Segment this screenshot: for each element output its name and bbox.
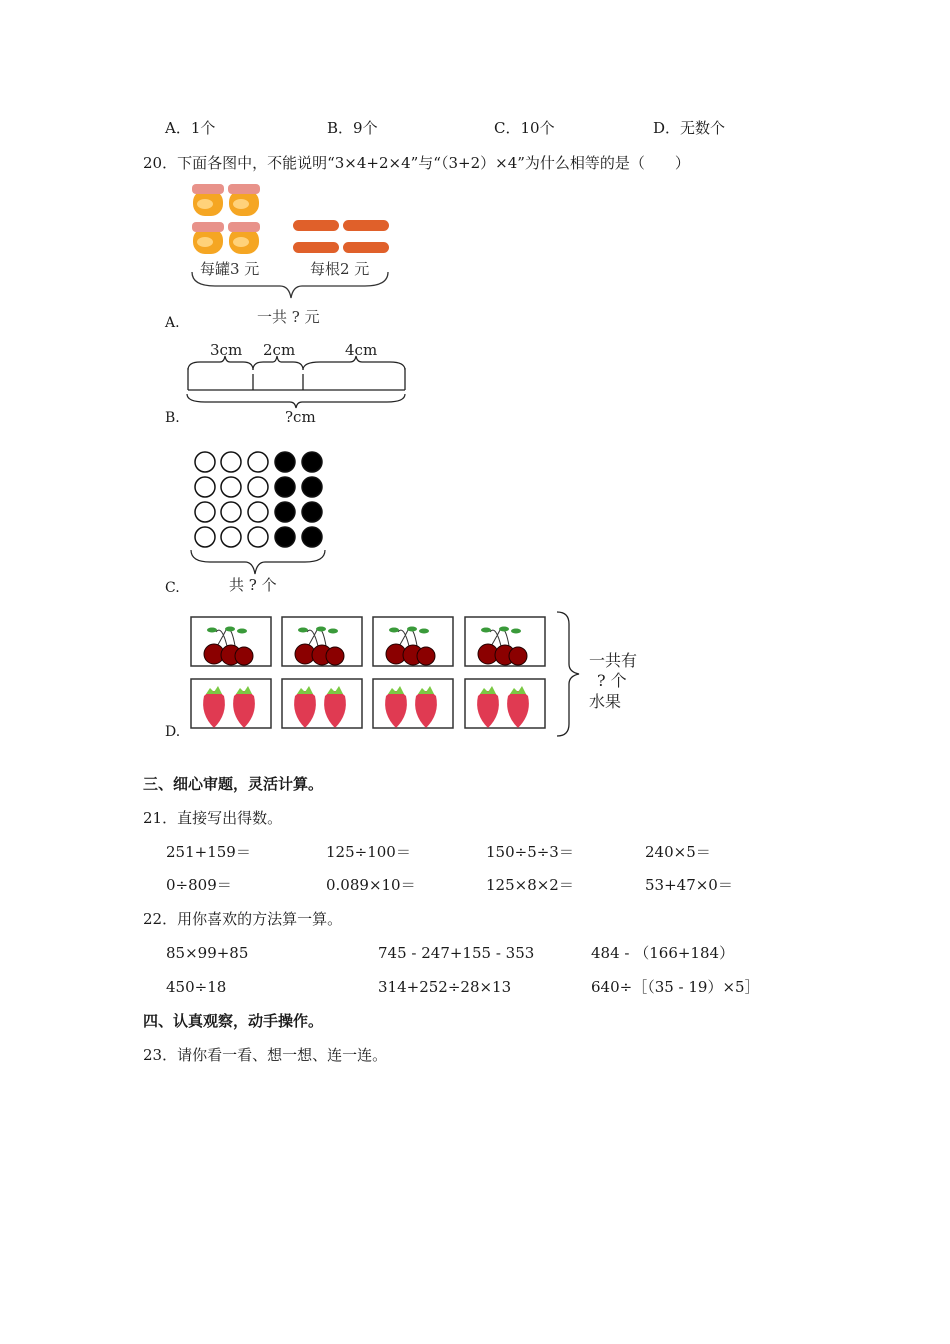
jam-jar-icon [192, 184, 260, 254]
q20-option-d-letter: D. [165, 724, 181, 740]
svg-text:?cm: ?cm [285, 408, 316, 426]
q20-option-b-letter: B. [165, 410, 180, 426]
q21-item: 0.089×10＝ [326, 876, 416, 894]
q22-item: 640÷［（35 - 19）×5］ [591, 978, 760, 996]
svg-text:每罐3 元: 每罐3 元 [200, 260, 260, 278]
line-segment-diagram [185, 338, 410, 428]
q22-item: 450÷18 [166, 978, 227, 996]
sausage-icon [293, 220, 389, 253]
svg-text:一共 ? 元: 一共 ? 元 [257, 308, 320, 326]
q19-option-d: D．无数个 [653, 119, 726, 137]
svg-text:水果: 水果 [589, 692, 622, 711]
q20-option-c-letter: C. [165, 580, 180, 596]
q21-item: 53+47×0＝ [645, 876, 733, 894]
q22-stem: 22．用你喜欢的方法算一算。 [143, 910, 343, 928]
circle-grid-image [185, 448, 335, 598]
q19-option-c: C．10个 [494, 119, 555, 137]
q20-figure-b [185, 338, 410, 428]
q20-figure-c [185, 448, 335, 598]
q21-item: 240×5＝ [645, 843, 711, 861]
section3-title: 三、细心审题，灵活计算。 [143, 775, 324, 793]
q22-item: 85×99+85 [166, 944, 249, 962]
q21-stem: 21．直接写出得数。 [143, 809, 283, 827]
svg-text:共 ? 个: 共 ? 个 [229, 576, 277, 594]
svg-text:? 个: ? 个 [597, 671, 627, 690]
q19-option-a: A．1个 [165, 119, 216, 137]
q21-item: 0÷809＝ [166, 876, 232, 894]
q20-figure-d [185, 608, 665, 743]
svg-text:2cm: 2cm [263, 341, 296, 359]
q19-option-b: B．9个 [327, 119, 378, 137]
svg-text:3cm: 3cm [210, 341, 243, 359]
q21-item: 150÷5÷3＝ [486, 843, 574, 861]
white-circle-icon [195, 452, 268, 547]
q20-stem: 20．下面各图中，不能说明“3×4+2×4”与“（3+2）×4”为什么相等的是（ ） [143, 154, 690, 172]
q21-item: 125×8×2＝ [486, 876, 574, 894]
q20-figure-a [185, 180, 400, 330]
fruit-boxes-image [185, 608, 665, 743]
svg-text:一共有: 一共有 [589, 651, 638, 670]
q22-item: 745 - 247+155 - 353 [378, 944, 535, 962]
jars-and-sausages-image [185, 180, 400, 330]
q20-option-a-letter: A. [165, 315, 180, 331]
section4-title: 四、认真观察，动手操作。 [143, 1012, 324, 1030]
q21-item: 125÷100＝ [326, 843, 411, 861]
svg-text:每根2 元: 每根2 元 [310, 260, 370, 278]
q21-item: 251+159＝ [166, 843, 251, 861]
q22-item: 314+252÷28×13 [378, 978, 512, 996]
q23-stem: 23．请你看一看、想一想、连一连。 [143, 1046, 388, 1064]
q22-item: 484 - （166+184） [591, 944, 735, 962]
black-circle-icon [275, 452, 322, 547]
svg-text:4cm: 4cm [345, 341, 378, 359]
